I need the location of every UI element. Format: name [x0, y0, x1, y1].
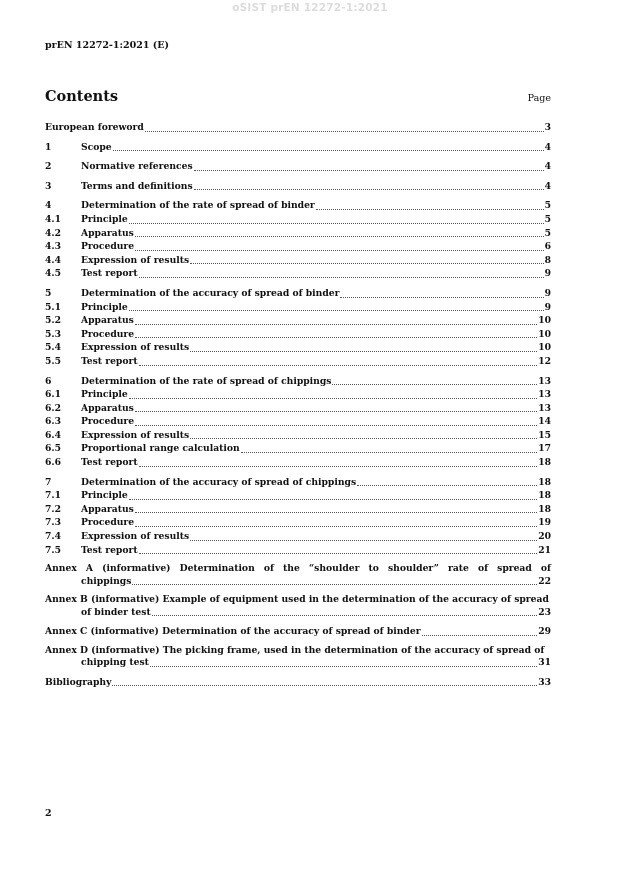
toc-entry-title: Expression of results — [81, 342, 190, 354]
toc-entry-page: 13 — [538, 402, 551, 414]
toc-entry-number: 6.2 — [45, 402, 61, 414]
leader-dots — [152, 615, 538, 616]
annex-page: 31 — [538, 657, 551, 669]
toc-entry-number: 6.1 — [45, 389, 61, 401]
toc-entry[interactable] — [45, 530, 551, 544]
leader-dots — [190, 351, 537, 352]
toc-entry-title: Apparatus — [81, 227, 134, 239]
leader-dots — [129, 499, 537, 500]
toc-entry-page: 5 — [544, 200, 551, 212]
toc-entry-number: 6.5 — [45, 443, 61, 455]
toc-entry-title: Proportional range calculation — [81, 443, 240, 455]
toc-entry-page: 8 — [544, 254, 551, 266]
leader-dots — [357, 485, 537, 486]
toc-entry-page: 20 — [538, 531, 551, 543]
leader-dots — [194, 170, 544, 171]
toc-entry-title: Determination of the rate of spread of binder — [81, 200, 315, 212]
toc-entry-number: 7.3 — [45, 517, 61, 529]
toc-entry-page: 18 — [538, 503, 551, 515]
leader-dots — [129, 310, 544, 311]
toc-entry-title: Terms and definitions — [81, 180, 193, 192]
leader-dots — [190, 438, 537, 439]
leader-dots — [316, 209, 544, 210]
toc-entry-number: 5.5 — [45, 355, 61, 367]
leader-dots — [190, 263, 543, 264]
leader-dots — [139, 277, 544, 278]
toc-entry-number: 4.2 — [45, 227, 61, 239]
toc-entry-page: 12 — [538, 355, 551, 367]
toc-entry-page: 4 — [544, 161, 551, 173]
leader-dots — [340, 297, 543, 298]
toc-entry[interactable] — [45, 314, 551, 328]
leader-dots — [129, 398, 537, 399]
toc-entry-page: 13 — [538, 389, 551, 401]
toc-entry[interactable] — [45, 429, 551, 443]
page-number: 2 — [45, 808, 52, 819]
toc-entry-page: 3 — [544, 122, 551, 133]
toc-annex-entry[interactable] — [45, 645, 551, 670]
toc-entry-title: Test report — [81, 457, 138, 469]
leader-dots — [135, 512, 537, 513]
annex-title-line2: chipping test — [81, 657, 149, 669]
annex-title-line1: Annex D (informative) The picking frame, used in the determination of the accuracy of spread of — [45, 644, 545, 656]
toc-entry-title: Determination of the rate of spread of chippings — [81, 375, 332, 387]
toc-entry-page: 10 — [538, 328, 551, 340]
toc-entry-page: 18 — [538, 476, 551, 488]
toc-entry[interactable] — [45, 328, 551, 342]
toc-entry[interactable] — [45, 254, 551, 268]
leader-dots — [132, 584, 537, 585]
toc-entry-title: Apparatus — [81, 503, 134, 515]
leader-dots — [112, 685, 537, 686]
toc-entry-page: 4 — [544, 180, 551, 192]
toc-annex-entry[interactable] — [45, 625, 551, 639]
toc-entry-title: Principle — [81, 301, 128, 313]
toc-entry-page: 18 — [538, 457, 551, 469]
toc-entry-title: Principle — [81, 490, 128, 502]
toc-entry-page: 5 — [544, 227, 551, 239]
toc-entry-title: Bibliography — [45, 676, 112, 688]
toc-entry-number: 6 — [45, 375, 52, 387]
toc-entry-number: 6.6 — [45, 457, 61, 469]
toc-entry-page: 19 — [538, 517, 551, 529]
leader-dots — [135, 337, 537, 338]
toc-entry-number: 7.4 — [45, 531, 61, 543]
table-of-contents — [45, 121, 551, 689]
toc-bibliography[interactable] — [45, 676, 551, 690]
toc-entry-page: 9 — [544, 268, 551, 280]
toc-entry-page: 17 — [538, 443, 551, 455]
toc-entry-number: 7.2 — [45, 503, 61, 515]
toc-entry-number: 5.1 — [45, 301, 61, 313]
toc-entry[interactable] — [45, 544, 551, 558]
annex-title-line1: Annex C (informative) Determination of the accuracy of spread of binder — [45, 626, 421, 638]
annex-title-line2: chippings — [81, 575, 132, 587]
annex-title-line1: Annex A (informative) Determination of the “shoulder to shoulder” rate of spread of — [45, 563, 551, 575]
toc-entry[interactable] — [45, 199, 551, 213]
toc-entry-title: Determination of the accuracy of spread of binder — [81, 287, 340, 299]
toc-entry[interactable] — [45, 240, 551, 254]
toc-entry-number: 5.3 — [45, 328, 61, 340]
page-column-label: Page — [527, 93, 551, 104]
toc-entry-title: Principle — [81, 213, 128, 225]
toc-entry-page: 10 — [538, 342, 551, 354]
toc-entry[interactable] — [45, 301, 551, 315]
leader-dots — [241, 452, 538, 453]
toc-entry-number: 4.4 — [45, 254, 61, 266]
leader-dots — [194, 189, 544, 190]
toc-entry-title: Apparatus — [81, 402, 134, 414]
toc-entry-page: 9 — [544, 287, 551, 299]
toc-entry-page: 15 — [538, 429, 551, 441]
annex-page: 22 — [538, 575, 551, 587]
toc-entry-page: 13 — [538, 375, 551, 387]
toc-entry-title: European foreword — [45, 122, 144, 133]
toc-entry-title: Determination of the accuracy of spread of chippings — [81, 476, 357, 488]
toc-entry[interactable] — [45, 180, 551, 194]
contents-heading: Contents — [45, 88, 119, 105]
toc-entry-page: 14 — [538, 416, 551, 428]
toc-entry-number: 5 — [45, 287, 52, 299]
toc-annex-entry[interactable] — [45, 563, 551, 588]
toc-entry[interactable] — [45, 141, 551, 155]
toc-entry-page: 5 — [544, 213, 551, 225]
toc-entry-number: 6.3 — [45, 416, 61, 428]
annex-title-line1: Annex B (informative) Example of equipment used in the determination of the accuracy of spread — [45, 594, 549, 606]
toc-entry-number: 4.1 — [45, 213, 61, 225]
leader-dots — [129, 223, 544, 224]
annex-page: 29 — [538, 626, 551, 638]
toc-entry-title: Test report — [81, 544, 138, 556]
leader-dots — [135, 411, 537, 412]
toc-entry-title: Scope — [81, 141, 112, 153]
toc-entry-page: 6 — [544, 241, 551, 253]
toc-entry-page: 18 — [538, 490, 551, 502]
leader-dots — [150, 666, 537, 667]
toc-entry-number: 5.2 — [45, 315, 61, 327]
toc-entry-title: Procedure — [81, 517, 135, 529]
toc-entry-number: 4.3 — [45, 241, 61, 253]
toc-entry[interactable] — [45, 456, 551, 470]
leader-dots — [135, 425, 537, 426]
toc-entry-number: 5.4 — [45, 342, 61, 354]
toc-entry-title: Test report — [81, 355, 138, 367]
toc-entry[interactable] — [45, 287, 551, 301]
toc-entry-number: 6.4 — [45, 429, 61, 441]
leader-dots — [422, 635, 538, 636]
toc-entry-page: 33 — [538, 676, 551, 688]
leader-dots — [135, 324, 537, 325]
toc-entry[interactable] — [45, 121, 551, 135]
watermark: oSIST prEN 12272-1:2021 — [232, 2, 388, 14]
leader-dots — [135, 236, 544, 237]
toc-entry-number: 4.5 — [45, 268, 61, 280]
toc-entry-title: Test report — [81, 268, 138, 280]
leader-dots — [139, 553, 538, 554]
toc-entry-page: 10 — [538, 315, 551, 327]
annex-title-line2: of binder test — [81, 606, 151, 618]
toc-entry[interactable] — [45, 355, 551, 369]
toc-entry-number: 7.1 — [45, 490, 61, 502]
toc-entry-number: 1 — [45, 141, 52, 153]
document-id: prEN 12272-1:2021 (E) — [45, 40, 169, 51]
leader-dots — [145, 131, 544, 132]
toc-entry-title: Principle — [81, 389, 128, 401]
toc-entry-number: 7.5 — [45, 544, 61, 556]
toc-entry-number: 4 — [45, 200, 52, 212]
toc-entry[interactable] — [45, 375, 551, 389]
toc-entry[interactable] — [45, 516, 551, 530]
toc-entry[interactable] — [45, 489, 551, 503]
leader-dots — [135, 526, 537, 527]
toc-entry[interactable] — [45, 402, 551, 416]
toc-entry[interactable] — [45, 213, 551, 227]
toc-entry[interactable] — [45, 415, 551, 429]
leader-dots — [139, 365, 538, 366]
toc-entry-title: Apparatus — [81, 315, 134, 327]
toc-entry[interactable] — [45, 267, 551, 281]
leader-dots — [135, 250, 543, 251]
toc-entry[interactable] — [45, 160, 551, 174]
toc-entry-title: Expression of results — [81, 429, 190, 441]
leader-dots — [190, 540, 537, 541]
toc-entry-title: Expression of results — [81, 254, 190, 266]
toc-entry-page: 4 — [544, 141, 551, 153]
toc-entry-page: 9 — [544, 301, 551, 313]
toc-entry[interactable] — [45, 388, 551, 402]
toc-entry[interactable] — [45, 442, 551, 456]
annex-page: 23 — [538, 606, 551, 618]
toc-entry[interactable] — [45, 476, 551, 490]
toc-entry[interactable] — [45, 341, 551, 355]
toc-entry-number: 2 — [45, 161, 52, 173]
toc-entry-title: Procedure — [81, 241, 135, 253]
toc-entry[interactable] — [45, 227, 551, 241]
leader-dots — [139, 466, 538, 467]
toc-entry-title: Procedure — [81, 416, 135, 428]
toc-annex-entry[interactable] — [45, 594, 551, 619]
leader-dots — [332, 384, 537, 385]
leader-dots — [113, 150, 544, 151]
toc-entry[interactable] — [45, 503, 551, 517]
toc-entry-title: Normative references — [81, 161, 193, 173]
toc-entry-title: Procedure — [81, 328, 135, 340]
toc-entry-page: 21 — [538, 544, 551, 556]
toc-entry-number: 3 — [45, 180, 52, 192]
toc-entry-title: Expression of results — [81, 531, 190, 543]
toc-entry-number: 7 — [45, 476, 52, 488]
